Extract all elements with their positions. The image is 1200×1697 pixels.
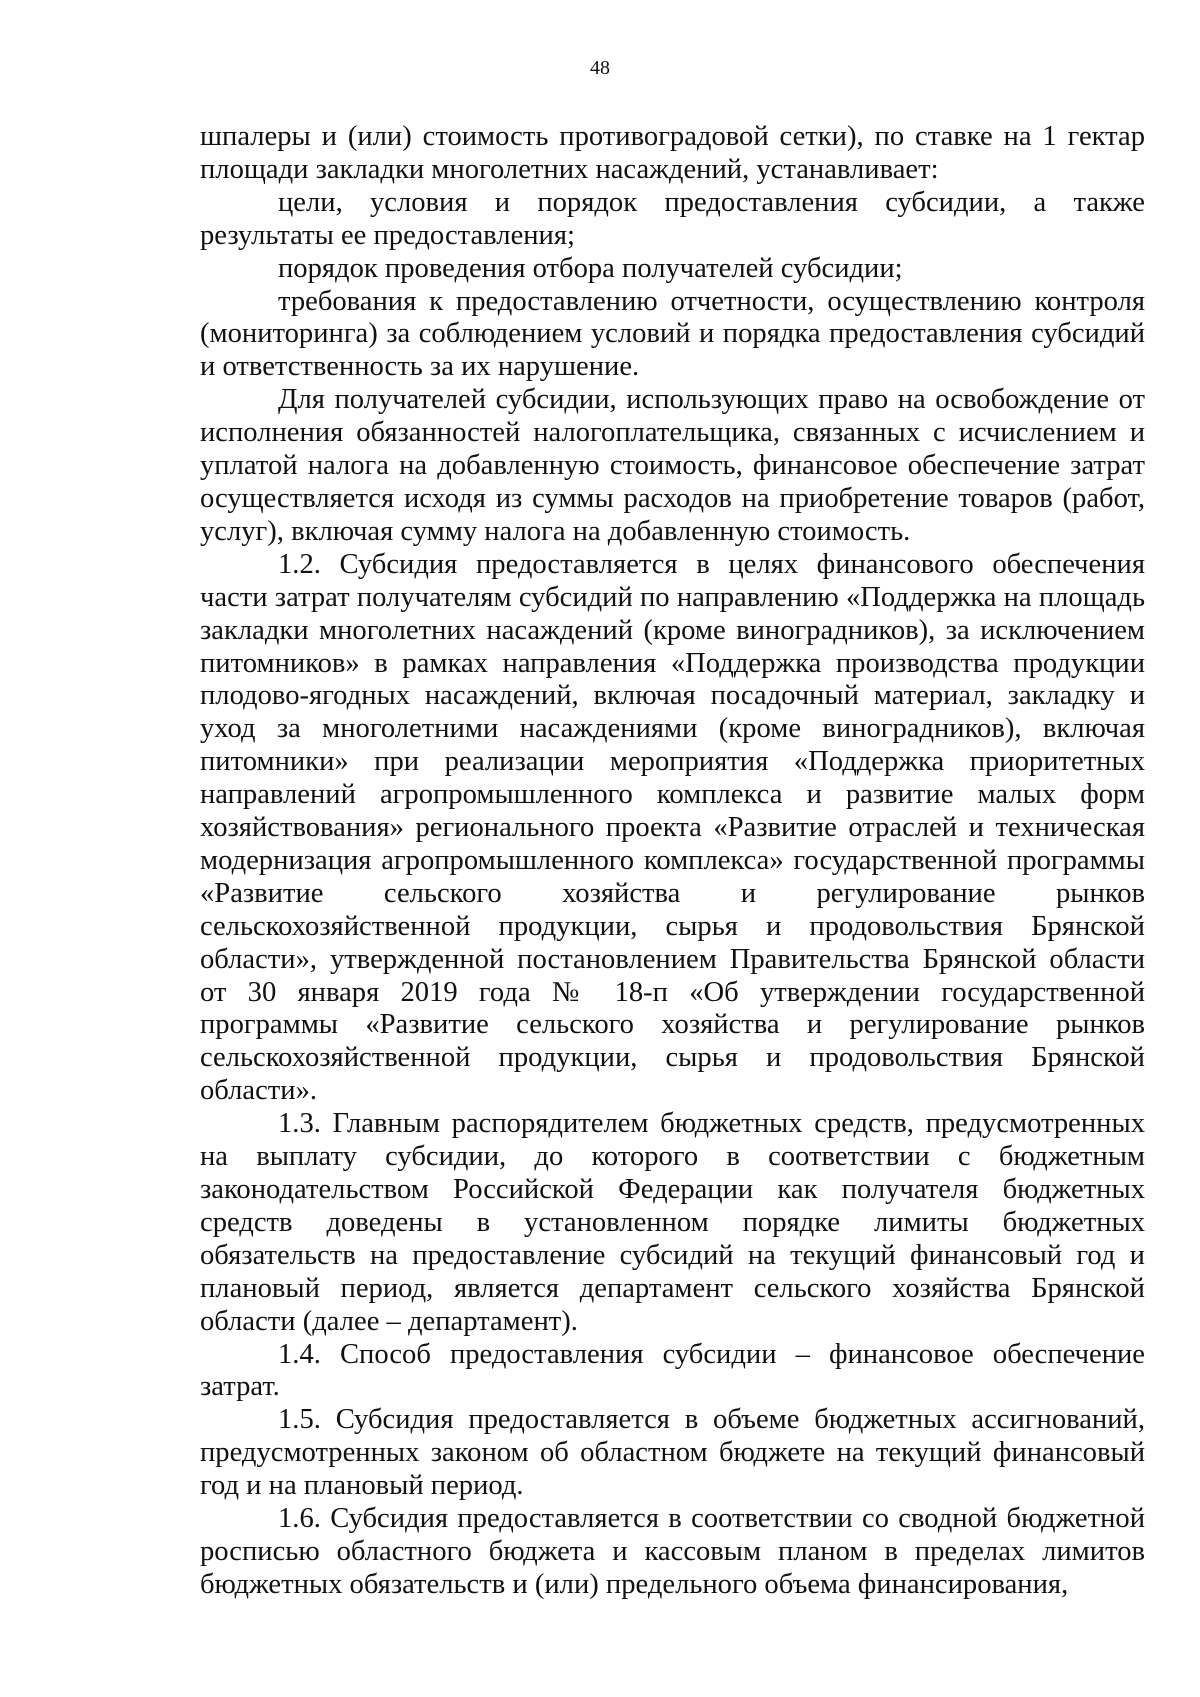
paragraph-reporting-requirements: требования к предоставлению отчетности, осуществлению контроля (мониторинга) за соблюдением условий и порядка предоставления субсидий и ответственность за их нарушение. bbox=[200, 285, 1145, 383]
page-number: 48 bbox=[590, 57, 610, 79]
paragraph-1-6: 1.6. Субсидия предоставляется в соответствии со сводной бюджетной росписью областного бюджета и кассовым планом в пределах лимитов бюджетных обязательств и (или) предельного объема финансирования, bbox=[200, 1503, 1145, 1600]
paragraph-1-4: 1.4. Способ предоставления субсидии – финансовое обеспечение затрат. bbox=[200, 1338, 1145, 1403]
paragraph-selection-procedure: порядок проведения отбора получателей субсидии; bbox=[278, 252, 903, 284]
paragraph-goals: цели, условия и порядок предоставления субсидии, а также результаты ее предоставления; bbox=[200, 186, 1145, 251]
paragraph-continuation: шпалеры и (или) стоимость противоградовой сетки), по ставке на 1 гектар площади закладки многолетних насаждений, устанавливает: bbox=[200, 121, 1145, 185]
document-body bbox=[200, 121, 1145, 1602]
paragraph-1-2: 1.2. Субсидия предоставляется в целях финансового обеспечения части затрат получателям субсидий по направлению «Поддержка на площадь закладки многолетних насаждений (кроме виноградников), за исключением питомников» в рамках направления «Поддержка производства продукции плодово-ягодных насаждений, включая посадочный материал, закладку и уход за многолетними насаждениями (кроме виноградников), включая питомники» при реализации мероприятия «Поддержка приоритетных направлений агропромышленного комплекса и развитие малых форм хозяйствования» регионального проекта «Развитие отраслей и техническая модернизация агропромышленного комплекса» государственной программы «Развитие сельского хозяйства и регулирование рынков сельскохозяйственной продукции, сырья и продовольствия Брянской области», утвержденной постановлением Правительства Брянской области от 30 января 2019 года № 18-п «Об утверждении государственной программы «Развитие сельского хозяйства и регулирование рынков сельскохозяйственной продукции, сырья и продовольствия Брянской области». bbox=[200, 548, 1145, 1107]
paragraph-1-5: 1.5. Субсидия предоставляется в объеме бюджетных ассигнований, предусмотренных законом об областном бюджете на текущий финансовый год и на плановый период. bbox=[200, 1404, 1145, 1502]
paragraph-vat-exemption: Для получателей субсидии, использующих право на освобождение от исполнения обязанностей налогоплательщика, связанных с исчислением и уплатой налога на добавленную стоимость, финансовое обеспечение затрат осуществляется исходя из суммы расходов на приобретение товаров (работ, услуг), включая сумму налога на добавленную стоимость. bbox=[200, 384, 1145, 547]
paragraph-1-3: 1.3. Главным распорядителем бюджетных средств, предусмотренных на выплату субсидии, до которого в соответствии с бюджетным законодательством Российской Федерации как получателя бюджетных средств доведены в установленном порядке лимиты бюджетных обязательств на предоставление субсидий на текущий финансовый год и плановый период, является департамент сельского хозяйства Брянской области (далее – департамент). bbox=[200, 1108, 1145, 1337]
